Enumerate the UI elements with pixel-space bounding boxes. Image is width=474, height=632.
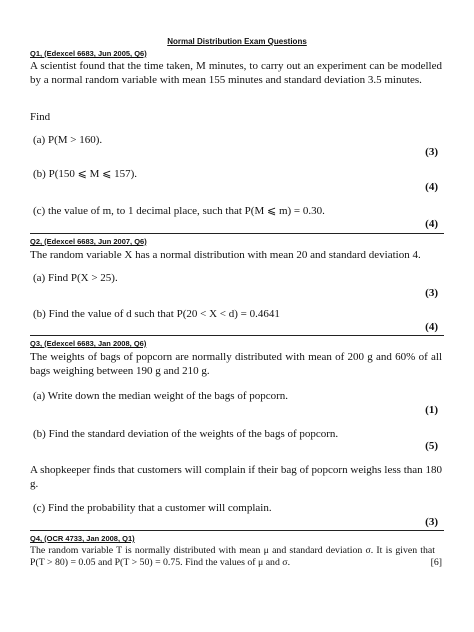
q3-marks-a: (1) xyxy=(425,404,438,416)
q3-divider xyxy=(30,530,444,531)
q1-marks-c: (4) xyxy=(425,218,438,230)
q1-part-b: (b) P(150 ⩽ M ⩽ 157). xyxy=(33,168,137,180)
q3-part-b: (b) Find the standard deviation of the weights of the bags of popcorn. xyxy=(33,428,339,440)
q1-text: A scientist found that the time taken, M minutes, to carry out an experiment can be modelled by a normal random variable with mean 155 minutes and standard deviation 3.5 minutes. xyxy=(30,60,442,86)
q1-part-c: (c) the value of m, to 1 decimal place, such that P(M ⩽ m) = 0.30. xyxy=(33,205,325,217)
q4-header: Q4, (OCR 4733, Jan 2008, Q1) xyxy=(30,534,135,543)
q3-part-a: (a) Write down the median weight of the bags of popcorn. xyxy=(33,390,289,402)
q4-text: The random variable T is normally distributed with mean μ and standard deviation σ. It is given that P(T > 80) = 0.05 and P(T > 50) = 0.75. Find the values of μ and σ. xyxy=(30,545,435,568)
q3-header: Q3, (Edexcel 6683, Jan 2008, Q6) xyxy=(30,339,147,348)
q2-divider xyxy=(30,335,444,336)
q4-marks: [6] xyxy=(430,557,442,568)
q2-header: Q2, (Edexcel 6683, Jun 2007, Q6) xyxy=(30,237,147,246)
q2-text: The random variable X has a normal distribution with mean 20 and standard deviation 4. xyxy=(30,249,421,261)
q2-marks-a: (3) xyxy=(425,287,438,299)
q3-marks-c: (3) xyxy=(425,516,438,528)
q2-part-b: (b) Find the value of d such that P(20 < X < d) = 0.4641 xyxy=(33,308,280,320)
q1-marks-b: (4) xyxy=(425,181,438,193)
q1-header: Q1, (Edexcel 6683, Jun 2005, Q6) xyxy=(30,49,147,58)
q3-text-2: A shopkeeper finds that customers will complain if their bag of popcorn weighs less than 180 g. xyxy=(30,464,442,490)
q2-part-a: (a) Find P(X > 25). xyxy=(33,272,118,284)
q3-part-c: (c) Find the probability that a customer will complain. xyxy=(33,502,272,514)
q3-text: The weights of bags of popcorn are normally distributed with mean of 200 g and 60% of all bags weighing between 190 g and 210 g. xyxy=(30,351,442,377)
q3-marks-b: (5) xyxy=(425,440,438,452)
page-title: Normal Distribution Exam Questions xyxy=(167,37,307,46)
q1-marks-a: (3) xyxy=(425,146,438,158)
q1-divider xyxy=(30,233,444,234)
q1-find: Find xyxy=(30,111,51,123)
q1-part-a: (a) P(M > 160). xyxy=(33,134,103,146)
q2-marks-b: (4) xyxy=(425,321,438,333)
